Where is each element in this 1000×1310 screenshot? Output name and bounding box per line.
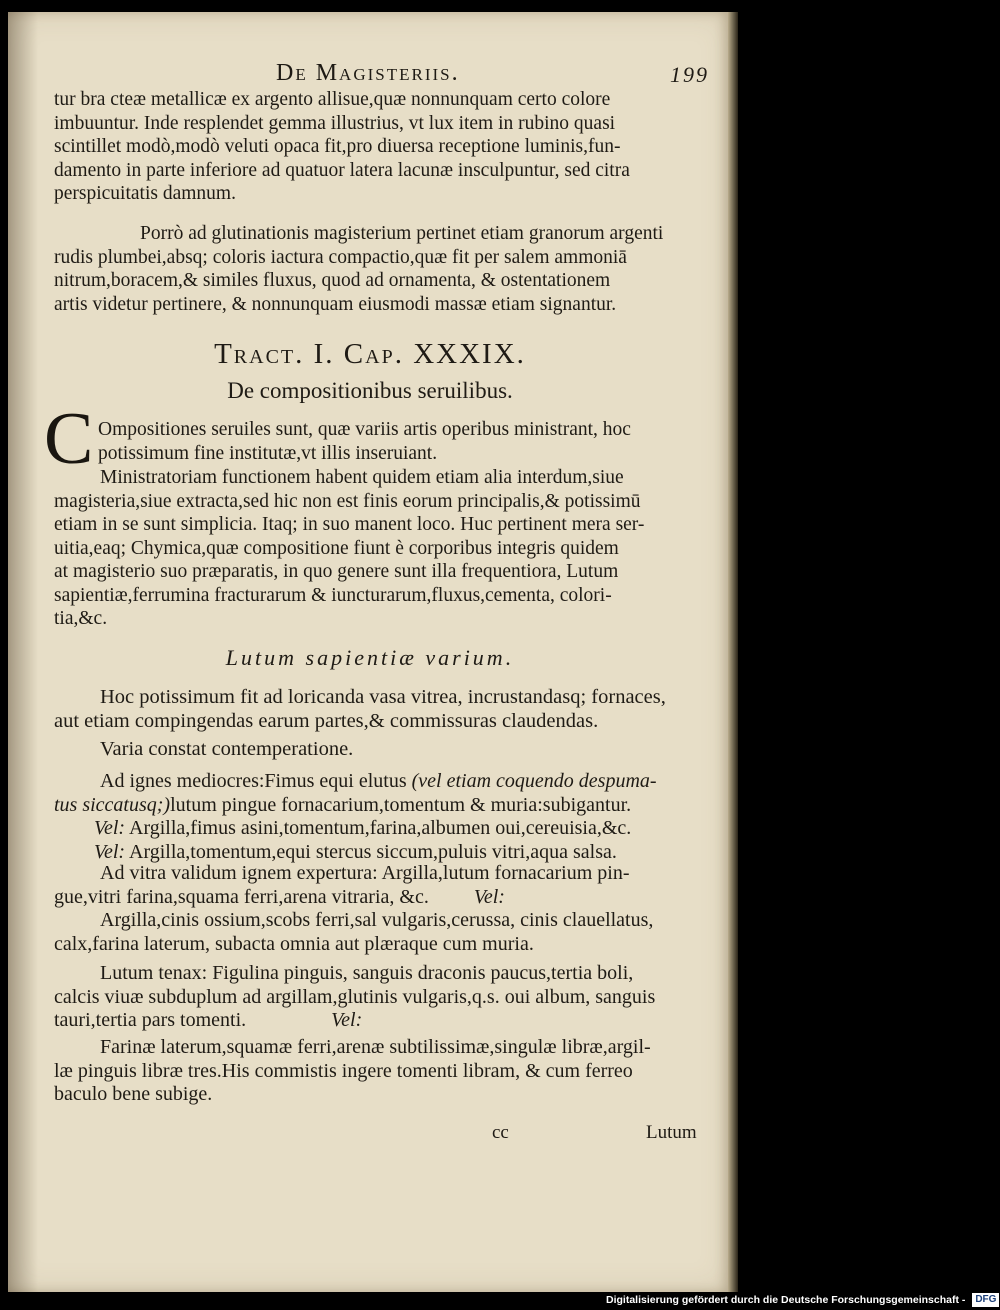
text-line: damento in parte inferiore ad quatuor latera lacunæ insculpuntur, sed citra: [54, 159, 630, 181]
text-line: potissimum fine institutæ,vt illis inseruiant.: [98, 442, 438, 464]
text-line: Ad vitra validum ignem expertura: Argilla,lutum fornacarium pin-: [100, 862, 630, 884]
text-line: sapientiæ,ferrumina fracturarum & iuncturarum,fluxus,cementa, colori-: [54, 584, 612, 606]
text-segment: gue,vitri farina,squama ferri,arena vitraria, &c.: [54, 885, 429, 908]
text-line: uitia,eaq; Chymica,quæ compositione fiunt è corporibus integris quidem: [54, 537, 619, 559]
text-line: etiam in se sunt simplicia. Itaq; in suo manent loco. Huc pertinent mera ser-: [54, 514, 645, 535]
running-title: De Magisteriis.: [276, 60, 460, 86]
drop-capital: C: [44, 398, 94, 480]
text-line: tur bra cteæ metallicæ ex argento allisue,quæ nonnunquam certo colore: [54, 89, 611, 110]
text-line: Lutum tenax: Figulina pinguis, sanguis draconis paucus,tertia boli,: [100, 962, 634, 984]
catchword: Lutum: [646, 1122, 697, 1143]
chapter-subtitle: De compositionibus seruilibus.: [227, 378, 513, 403]
credit-text: Digitalisierung gefördert durch die Deutsche Forschungsgemeinschaft -: [606, 1294, 966, 1306]
signature-mark: cc: [492, 1122, 509, 1143]
text-line: perspicuitatis damnum.: [54, 183, 236, 204]
text-line: rudis plumbei,absq; coloris iactura compactio,quæ fit per salem ammoniā: [54, 246, 627, 268]
paragraph-opening: [98, 418, 722, 465]
digitization-credit: [606, 1290, 999, 1310]
vel-label: Vel:: [331, 1009, 363, 1031]
italic-note: tus siccatusq;): [54, 793, 171, 816]
vel-label: Vel:: [473, 885, 505, 908]
chapter-title: Tract. I. Cap. XXXIX.: [214, 338, 526, 370]
text-line: Hoc potissimum fit ad loricanda vasa vitrea, incrustandasq; fornaces,: [100, 686, 666, 708]
text-line: Farinæ laterum,squamæ ferri,arenæ subtilissimæ,singulæ libræ,argil-: [100, 1036, 651, 1058]
vel-label: Vel:: [94, 817, 126, 839]
text-line: Ompositiones seruiles sunt, quæ variis artis operibus ministrant, hoc: [98, 419, 631, 440]
text-segment: lutum pingue fornacarium,tomentum & muria:subigantur.: [170, 793, 632, 816]
text-segment: tauri,tertia pars tomenti.: [54, 1009, 247, 1031]
dfg-logo: DFG: [972, 1293, 999, 1307]
text-line: baculo bene subige.: [54, 1083, 213, 1105]
paragraph-ignes-mediocres: [54, 770, 722, 864]
vel-label: Vel:: [94, 840, 126, 863]
paragraph-farinae: [54, 1036, 722, 1107]
text-line: at magisterio suo præparatis, in quo genere sunt illa frequentiora, Lutum: [54, 561, 619, 582]
text-line: Argilla,cinis ossium,scobs ferri,sal vulgaris,cerussa, cinis clauellatus,: [100, 909, 654, 931]
text-line: calx,farina laterum, subacta omnia aut plæraque cum muria.: [54, 932, 534, 955]
paragraph-continuation: [54, 88, 722, 206]
text-line: Varia constat contemperatione.: [100, 738, 354, 760]
text-line: imbuuntur. Inde resplendet gemma illustrius, vt lux item in rubino quasi: [54, 112, 616, 134]
page-number: 199: [670, 62, 709, 87]
text-line: tia,&c.: [54, 608, 108, 629]
text-line: aut etiam compingendas earum partes,& commissuras claudendas.: [54, 709, 599, 732]
text-line: Ministratoriam functionem habent quidem etiam alia interdum,siue: [100, 467, 624, 488]
paragraph-ministratoriam: [54, 466, 722, 631]
paragraph-lutum-tenax: [54, 962, 722, 1033]
italic-note: (vel etiam coquendo despuma-: [411, 770, 657, 792]
paragraph-ad-vitra: [54, 862, 722, 956]
text-line: scintillet modò,modò veluti opaca fit,pro diuersa receptione luminis,fun-: [54, 136, 621, 157]
text-line: magisteria,siue extracta,sed hic non est finis eorum principalis,& potissimū: [54, 490, 641, 512]
section-heading: Lutum sapientiæ varium.: [225, 645, 515, 670]
text-segment: Argilla,tomentum,equi stercus siccum,puluis vitri,aqua salsa.: [129, 840, 617, 863]
text-segment: Argilla,fimus asini,tomentum,farina,albumen oui,cereuisia,&c.: [129, 817, 632, 839]
text-line: nitrum,boracem,& similes fluxus, quod ad ornamenta, & ostentationem: [54, 270, 611, 291]
text-segment: Ad ignes mediocres:Fimus equi elutus: [100, 770, 407, 792]
text-line: Porrò ad glutinationis magisterium pertinet etiam granorum argenti: [140, 223, 664, 244]
text-line: læ pinguis libræ tres.His commistis ingere tomenti libram, & cum ferreo: [54, 1059, 633, 1082]
paragraph-hoc: [54, 686, 722, 733]
paragraph-varia: [54, 738, 722, 762]
text-line: calcis viuæ subduplum ad argillam,glutinis vulgaris,q.s. oui album, sanguis: [54, 985, 656, 1008]
paragraph-glutination: [54, 222, 722, 316]
text-line: artis videtur pertinere, & nonnunquam eiusmodi massæ etiam signantur.: [54, 293, 617, 315]
